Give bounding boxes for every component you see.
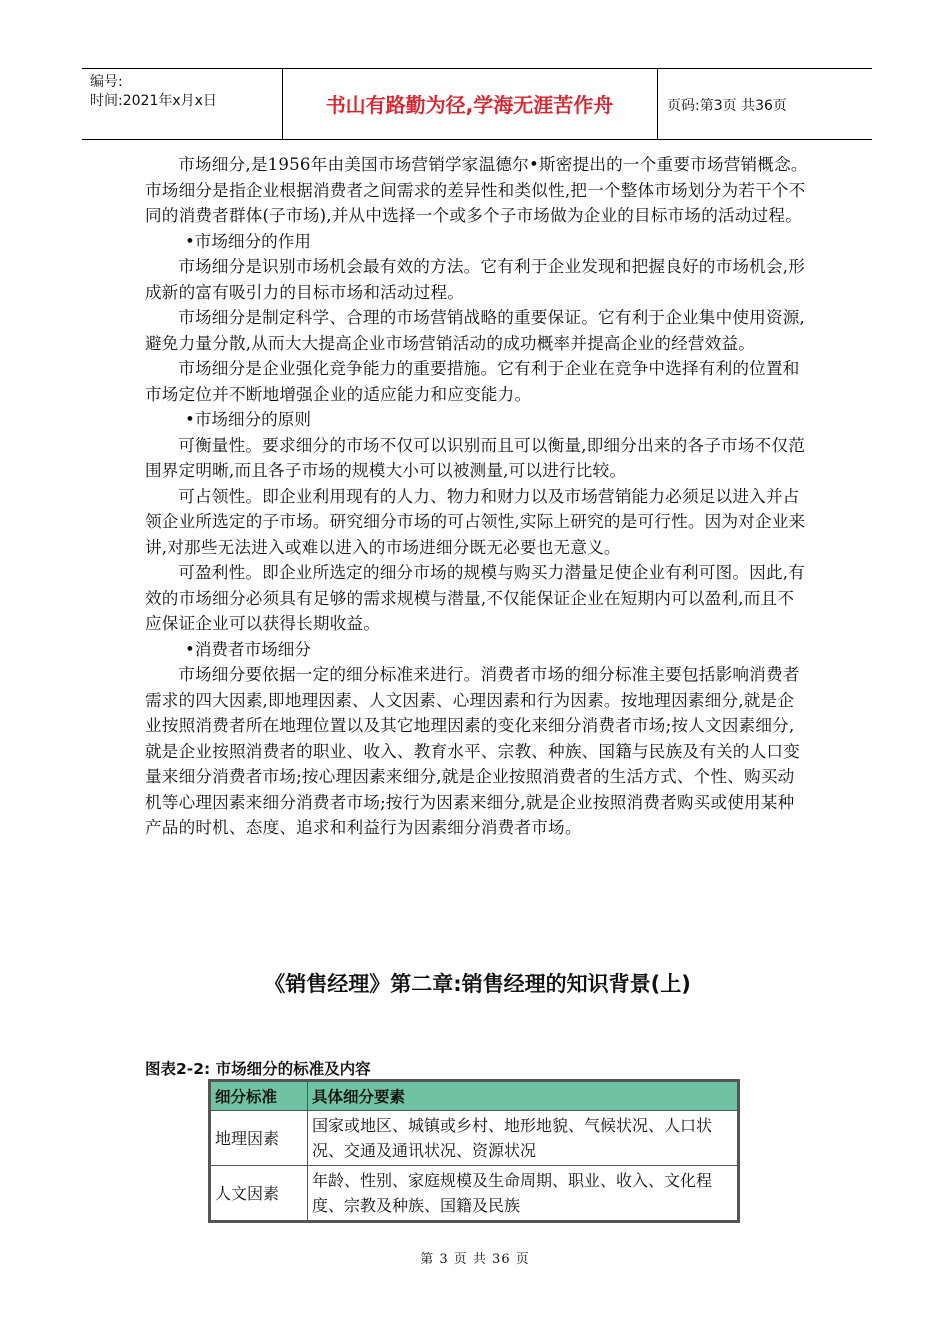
table-row (210, 1111, 739, 1166)
paragraph: 市场细分是识别市场机会最有效的方法。它有利于企业发现和把握良好的市场机会,形成新的富有吸引力的目标市场和活动过程。 (145, 257, 806, 302)
header-page-info: 页码:第3页 共36页 (667, 98, 787, 114)
table-cell: 年龄、性别、家庭规模及生命周期、职业、收入、文化程度、宗教及种族、国籍及民族 (308, 1166, 739, 1222)
table-row (210, 1166, 739, 1222)
column-header: 细分标准 (210, 1081, 308, 1111)
section-bullet: •市场细分的作用 (185, 231, 311, 251)
paragraph: 市场细分是企业强化竞争能力的重要措施。它有利于企业在竞争中选择有利的位置和市场定位并不断地增强企业的适应能力和应变能力。 (145, 359, 800, 404)
header-motto: 书山有路勤为径,学海无涯苦作舟 (325, 93, 614, 117)
table-cell: 人文因素 (210, 1166, 308, 1222)
chapter-title: 《销售经理》第二章:销售经理的知识背景(上) (264, 972, 691, 996)
section-bullet: •市场细分的原则 (185, 410, 311, 429)
paragraph: 可占领性。即企业利用现有的人力、物力和财力以及市场营销能力必须足以进入并占领企业所选定的子市场。研究细分市场的可占领性,实际上研究的是可行性。因为对企业来讲,对那些无法进入或难以进入的市场进细分既无必要也无意义。 (145, 486, 806, 557)
document-number-label: 编号: (90, 74, 123, 90)
header-meta (90, 73, 280, 111)
paragraph: 可衡量性。要求细分的市场不仅可以识别而且可以衡量,即细分出来的各子市场不仅范围界定明晰,而且各子市场的规模大小可以被测量,可以进行比较。 (145, 435, 806, 480)
page-header (82, 68, 872, 140)
header-divider (657, 69, 658, 139)
paragraph: 市场细分是制定科学、合理的市场营销战略的重要保证。它有利于企业集中使用资源,避免力量分散,从而大大提高企业市场营销活动的成功概率并提高企业的经营效益。 (145, 308, 806, 353)
table-cell: 地理因素 (210, 1111, 308, 1166)
segmentation-table (208, 1079, 740, 1223)
document-date: 时间:2021年x月x日 (90, 93, 217, 109)
table-header-row (210, 1081, 739, 1111)
paragraph: 可盈利性。即企业所选定的细分市场的规模与购买力潜量足使企业有利可图。因此,有效的市场细分必须具有足够的需求规模与潜量,不仅能保证企业在短期内可以盈利,而且不应保证企业可以获得长期收益。 (145, 563, 806, 633)
document-body (145, 152, 810, 841)
column-header: 具体细分要素 (308, 1081, 739, 1111)
paragraph: 市场细分要依据一定的细分标准来进行。消费者市场的细分标准主要包括影响消费者需求的四大因素,即地理因素、人文因素、心理因素和行为因素。按地理因素细分,就是企业按照消费者所在地理位置以及其它地理因素的变化来细分消费者市场;按人文因素细分,就是企业按照消费者的职业、收入、教育水平、宗教、种族、国籍与民族及有关的人口变量来细分消费者市场;按心理因素来细分,就是企业按照消费者的生活方式、个性、购买动机等心理因素来细分消费者市场;按行为因素来细分,就是企业按照消费者购买或使用某种产品的时机、态度、追求和利益行为因素细分消费者市场。 (145, 665, 800, 837)
figure-caption: 图表2-2: 市场细分的标准及内容 (145, 1060, 371, 1078)
page-footer: 第 3 页 共 36 页 (420, 1252, 530, 1267)
table-cell: 国家或地区、城镇或乡村、地形地貌、气候状况、人口状况、交通及通讯状况、资源状况 (308, 1111, 739, 1166)
paragraph: 市场细分,是1956年由美国市场营销学家温德尔•斯密提出的一个重要市场营销概念。市场细分是指企业根据消费者之间需求的差异性和类似性,把一个整体市场划分为若干个不同的消费者群体(子市场),并从中选择一个或多个子市场做为企业的目标市场的活动过程。 (145, 155, 808, 225)
section-bullet: •消费者市场细分 (185, 639, 311, 659)
